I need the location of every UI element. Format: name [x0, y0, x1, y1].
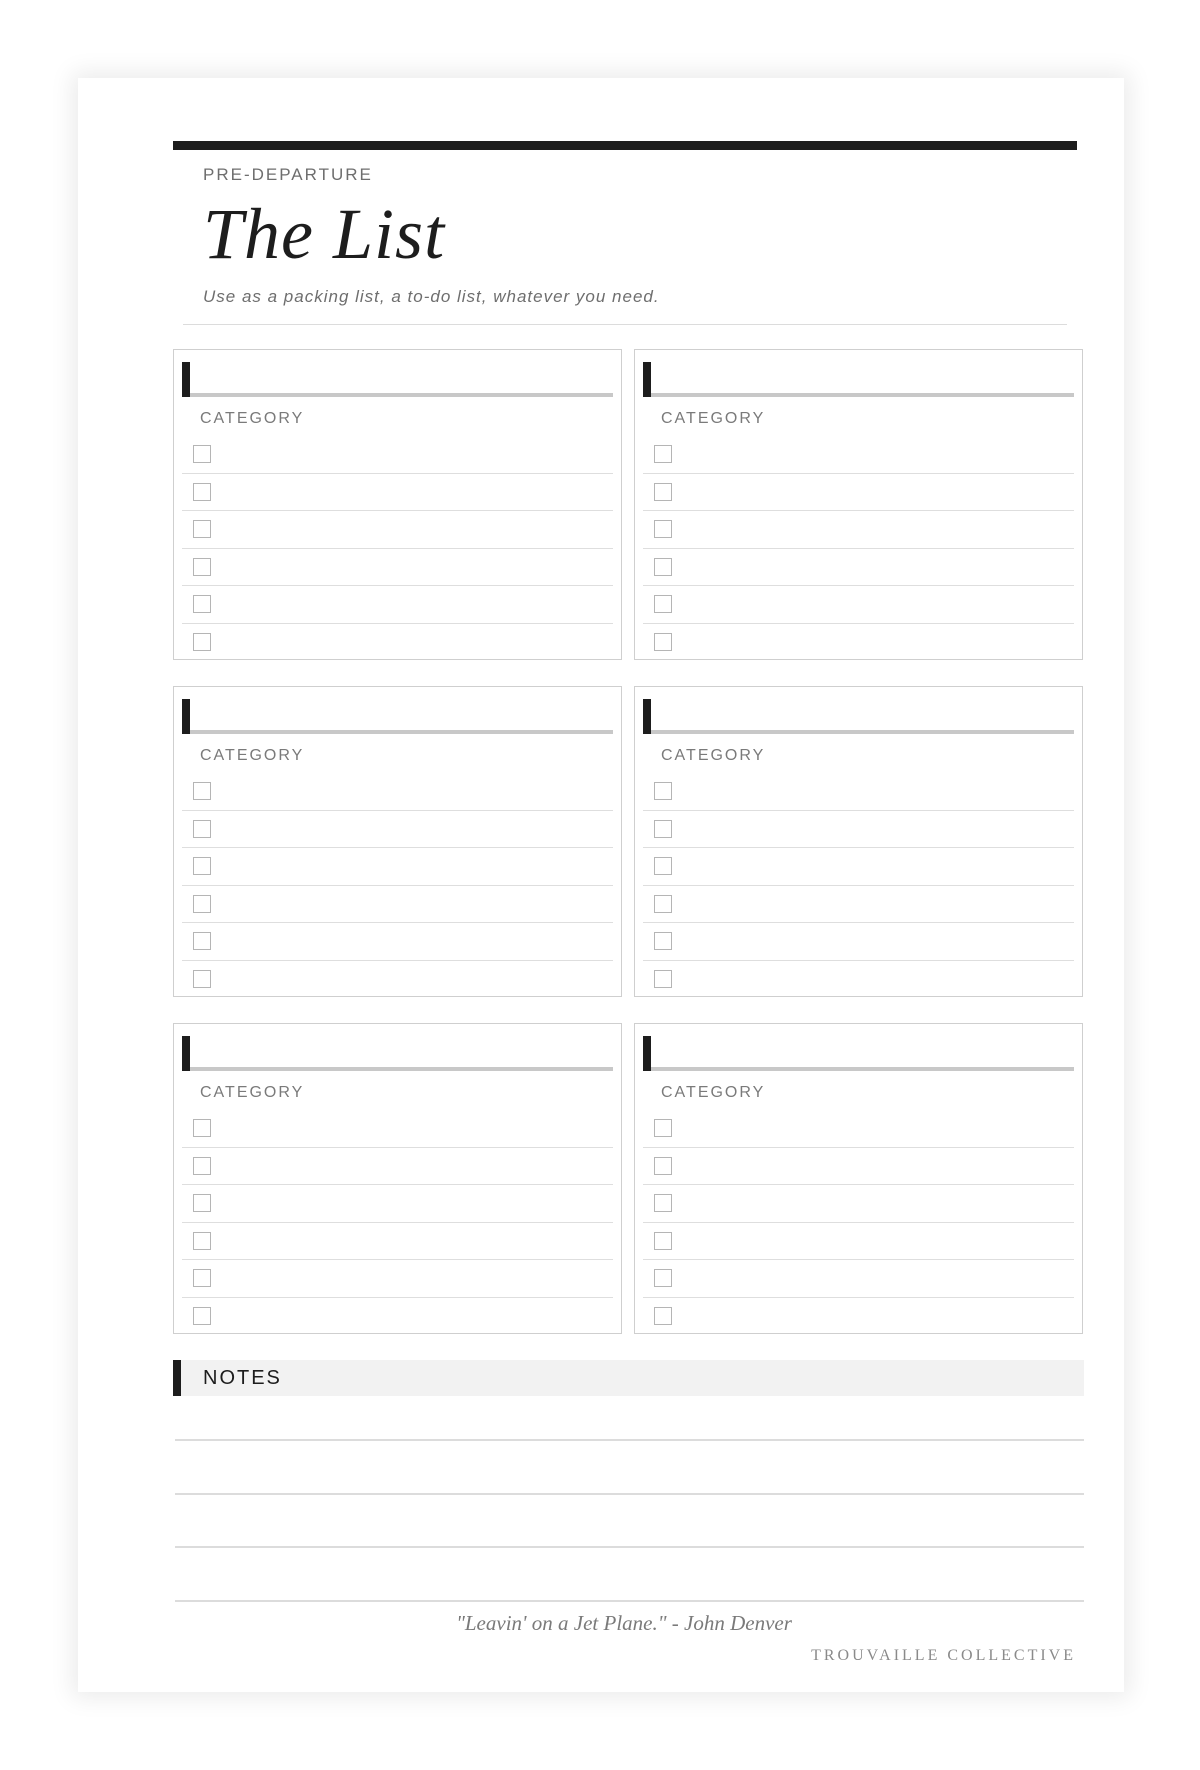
checkbox[interactable] [654, 820, 672, 838]
checklist-row[interactable] [182, 549, 613, 587]
notes-line[interactable] [175, 1439, 1084, 1441]
category-card [634, 1023, 1083, 1334]
card-title-line[interactable] [190, 730, 613, 734]
checklist-row[interactable] [182, 1260, 613, 1298]
checklist-row[interactable] [182, 586, 613, 624]
category-label: CATEGORY [200, 410, 305, 427]
checklist-row[interactable] [182, 848, 613, 886]
checkbox[interactable] [654, 932, 672, 950]
page-title: The List [203, 194, 446, 274]
checkbox[interactable] [193, 820, 211, 838]
checkbox[interactable] [654, 970, 672, 988]
page-subtitle: Use as a packing list, a to-do list, whatever you need. [203, 287, 660, 306]
notes-label: NOTES [203, 1367, 282, 1389]
category-card [173, 349, 622, 660]
eyebrow-label: PRE-DEPARTURE [203, 165, 373, 184]
card-accent-notch [643, 1036, 651, 1071]
checkbox[interactable] [654, 1307, 672, 1325]
checklist-row[interactable] [182, 624, 613, 662]
checklist-row[interactable] [643, 773, 1074, 811]
header-divider [183, 324, 1067, 325]
card-title-line[interactable] [651, 730, 1074, 734]
checklist-row[interactable] [182, 1298, 613, 1336]
checkbox[interactable] [654, 895, 672, 913]
checklist-row[interactable] [182, 511, 613, 549]
checkbox[interactable] [193, 1269, 211, 1287]
checklist-row[interactable] [182, 811, 613, 849]
notes-line[interactable] [175, 1546, 1084, 1548]
checklist-row[interactable] [643, 1223, 1074, 1261]
checkbox[interactable] [193, 595, 211, 613]
checkbox[interactable] [193, 782, 211, 800]
card-accent-notch [182, 1036, 190, 1071]
checklist-row[interactable] [182, 773, 613, 811]
checkbox[interactable] [654, 483, 672, 501]
card-title-line[interactable] [651, 393, 1074, 397]
checklist-row[interactable] [643, 1110, 1074, 1148]
card-title-line[interactable] [190, 393, 613, 397]
checkbox[interactable] [193, 445, 211, 463]
checkbox[interactable] [654, 633, 672, 651]
checklist [182, 773, 613, 998]
checklist-row[interactable] [182, 1110, 613, 1148]
checklist-row[interactable] [643, 436, 1074, 474]
brand-name: TROUVAILLE COLLECTIVE [811, 1647, 1076, 1664]
checklist [643, 773, 1074, 998]
card-title-line[interactable] [190, 1067, 613, 1071]
checkbox[interactable] [193, 895, 211, 913]
checkbox[interactable] [193, 633, 211, 651]
checklist-row[interactable] [182, 474, 613, 512]
checkbox[interactable] [654, 1232, 672, 1250]
category-card [634, 349, 1083, 660]
checklist-row[interactable] [643, 511, 1074, 549]
category-label: CATEGORY [200, 747, 305, 764]
category-card [173, 1023, 622, 1334]
notes-line[interactable] [175, 1600, 1084, 1602]
checkbox[interactable] [654, 445, 672, 463]
checkbox[interactable] [193, 483, 211, 501]
category-card [634, 686, 1083, 997]
checkbox[interactable] [193, 970, 211, 988]
checklist-row[interactable] [643, 961, 1074, 999]
header-top-bar [173, 141, 1077, 150]
notes-line[interactable] [175, 1493, 1084, 1495]
checklist-row[interactable] [643, 923, 1074, 961]
card-accent-notch [182, 362, 190, 397]
checkbox[interactable] [654, 1269, 672, 1287]
category-label: CATEGORY [661, 410, 766, 427]
checklist-row[interactable] [643, 1298, 1074, 1336]
notes-header [173, 1360, 1084, 1396]
checklist-row[interactable] [182, 1185, 613, 1223]
checkbox[interactable] [193, 1119, 211, 1137]
category-label: CATEGORY [661, 747, 766, 764]
checkbox[interactable] [193, 857, 211, 875]
checkbox[interactable] [193, 932, 211, 950]
checkbox[interactable] [654, 1194, 672, 1212]
checklist-row[interactable] [643, 886, 1074, 924]
checkbox[interactable] [193, 1157, 211, 1175]
checkbox[interactable] [193, 1232, 211, 1250]
checklist-row[interactable] [643, 848, 1074, 886]
checkbox[interactable] [654, 520, 672, 538]
checklist-row[interactable] [643, 549, 1074, 587]
card-accent-notch [182, 699, 190, 734]
checklist-row[interactable] [182, 961, 613, 999]
checklist-row[interactable] [643, 1148, 1074, 1186]
card-title-line[interactable] [651, 1067, 1074, 1071]
checklist [182, 436, 613, 661]
checklist-row[interactable] [182, 923, 613, 961]
category-card [173, 686, 622, 997]
checklist-row[interactable] [643, 1185, 1074, 1223]
checkbox[interactable] [654, 1157, 672, 1175]
checklist-row[interactable] [182, 1148, 613, 1186]
checklist-row[interactable] [643, 1260, 1074, 1298]
checklist [643, 436, 1074, 661]
checklist-row[interactable] [182, 436, 613, 474]
card-accent-notch [643, 362, 651, 397]
checklist-row[interactable] [182, 886, 613, 924]
checklist-row[interactable] [643, 586, 1074, 624]
card-accent-notch [643, 699, 651, 734]
checkbox[interactable] [654, 1119, 672, 1137]
checklist [182, 1110, 613, 1335]
checklist-row[interactable] [643, 474, 1074, 512]
category-label: CATEGORY [661, 1084, 766, 1101]
checklist-row[interactable] [643, 624, 1074, 662]
checkbox[interactable] [654, 782, 672, 800]
checkbox[interactable] [193, 1307, 211, 1325]
checklist [643, 1110, 1074, 1335]
checkbox[interactable] [654, 558, 672, 576]
checkbox[interactable] [193, 520, 211, 538]
checklist-row[interactable] [643, 811, 1074, 849]
checklist-row[interactable] [182, 1223, 613, 1261]
checkbox[interactable] [193, 1194, 211, 1212]
checkbox[interactable] [193, 558, 211, 576]
footer-quote: "Leavin' on a Jet Plane." - John Denver [456, 1611, 792, 1635]
notes-accent-notch [173, 1360, 181, 1396]
category-label: CATEGORY [200, 1084, 305, 1101]
checkbox[interactable] [654, 595, 672, 613]
checkbox[interactable] [654, 857, 672, 875]
